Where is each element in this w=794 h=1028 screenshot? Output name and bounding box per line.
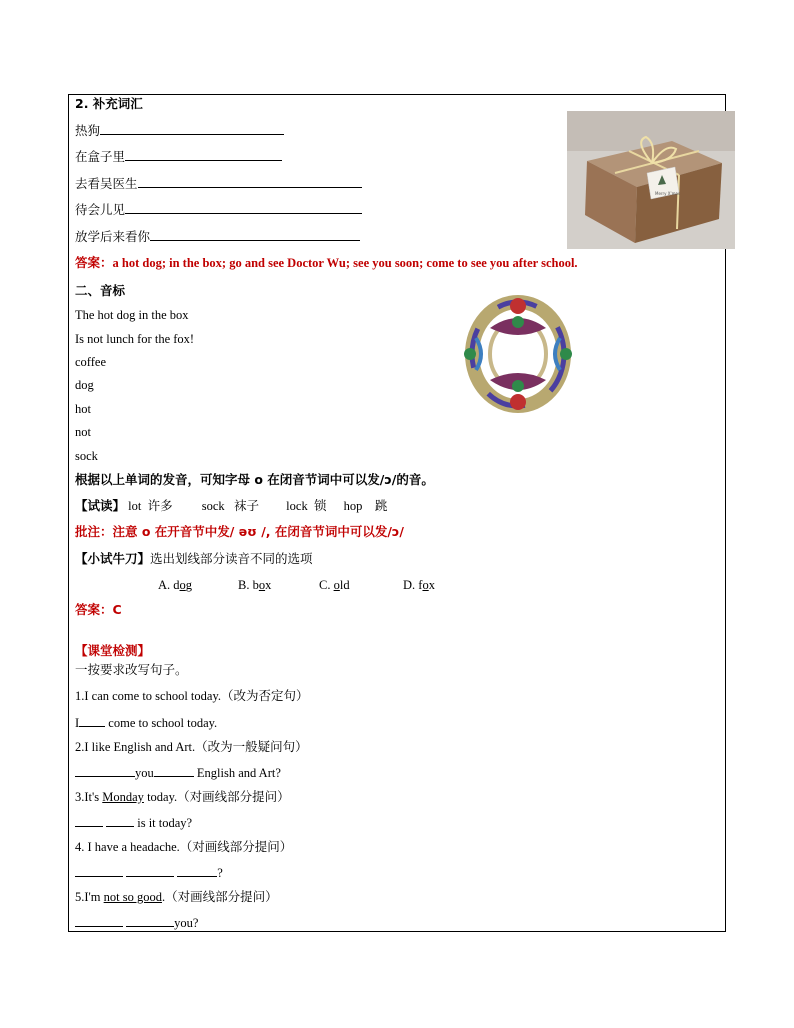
answer-line-1: I come to school today.: [75, 716, 218, 730]
quiz-line: 【小试牛刀】选出划线部分读音不同的选项: [75, 551, 313, 566]
quiz-option-c: C. old: [319, 578, 350, 592]
vocab-item: 待会儿见: [75, 201, 362, 218]
quiz-answer: 答案：C: [75, 602, 122, 617]
phonics-line: The hot dog in the box: [75, 308, 189, 322]
phonics-rule: 根据以上单词的发音，可知字母 o 在闭音节词中可以发/ɔ/的音。: [75, 472, 434, 487]
gift-tag-text: Merry X'mas: [655, 191, 681, 196]
gift-box-image: [567, 111, 735, 249]
vocab-item: 热狗: [75, 122, 284, 139]
answer-line-3: is it today?: [75, 814, 192, 831]
question-5: 5.I'm not so good.（对画线部分提问）: [75, 890, 278, 904]
vocab-item: 去看吴医生: [75, 175, 362, 192]
question-2: 2.I like English and Art.（改为一般疑问句）: [75, 740, 308, 754]
phonics-note: 批注：注意 o 在开音节中发/ əʊ /, 在闭音节词中可以发/ɔ/: [75, 524, 404, 539]
quiz-option-b: B. box: [238, 578, 272, 592]
try-reading-line: 【试读】 lot 许多 sock 袜子 lock 锁 hop 跳: [75, 498, 388, 513]
question-3: 3.It's Monday today.（对画线部分提问）: [75, 790, 290, 804]
section-heading-check: 【课堂检测】: [75, 643, 151, 658]
answer-line-4: ?: [75, 864, 223, 881]
phonics-line: not: [75, 425, 91, 439]
check-instruction: 一按要求改写句子。: [75, 662, 188, 677]
question-1: 1.I can come to school today.（改为否定句）: [75, 689, 309, 703]
vocab-item: 在盒子里: [75, 148, 282, 165]
quiz-option-a: A. dog: [158, 578, 193, 592]
answer-line-2: you English and Art?: [75, 764, 281, 781]
ornamental-letter-o-image: [456, 288, 580, 420]
answer-line-5: you?: [75, 914, 198, 931]
section-heading-vocab: 2. 补充词汇: [75, 96, 143, 111]
question-4: 4. I have a headache.（对画线部分提问）: [75, 840, 293, 854]
vocab-item: 放学后来看你: [75, 228, 360, 245]
phonics-line: hot: [75, 402, 91, 416]
phonics-line: sock: [75, 449, 98, 463]
quiz-option-d: D. fox: [403, 578, 435, 592]
phonics-line: dog: [75, 378, 94, 392]
vocab-answer: 答案：a hot dog; in the box; go and see Doctor Wu; see you soon; come to see you after school.: [75, 255, 578, 270]
phonics-line: Is not lunch for the fox!: [75, 332, 195, 346]
phonics-line: coffee: [75, 355, 106, 369]
section-heading-phonics: 二、音标: [75, 283, 126, 298]
